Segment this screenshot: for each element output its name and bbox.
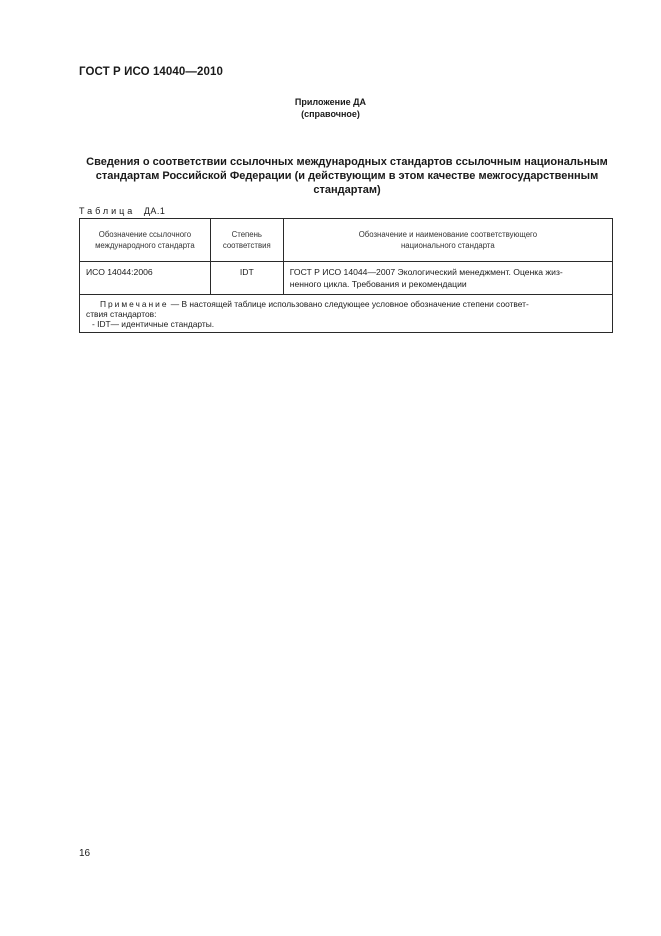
page-number: 16 bbox=[79, 848, 91, 859]
standards-table bbox=[79, 218, 613, 333]
document-code: ГОСТ Р ИСО 14040—2010 bbox=[79, 66, 224, 78]
annex-subtitle: (справочное) bbox=[301, 109, 360, 119]
table-note bbox=[80, 295, 613, 333]
note-dash: — bbox=[168, 299, 182, 309]
cell-intl-standard: ИСО 14044:2006 bbox=[80, 262, 211, 295]
section-title-line: стандартам) bbox=[313, 184, 381, 196]
note-item: - IDT— идентичные стандарты. bbox=[92, 319, 215, 329]
section-title-line: Сведения о соответствии ссылочных международных стандартов ссылочным национальным bbox=[86, 156, 608, 168]
note-text: В настоящей таблице использовано следующее условное обозначение степени соответ- bbox=[181, 299, 529, 309]
annex-title: Приложение ДА bbox=[294, 97, 367, 107]
table-caption-word: Таблица bbox=[79, 206, 136, 216]
table-caption bbox=[79, 206, 165, 216]
table-row bbox=[80, 262, 613, 295]
column-header-national-standard: Обозначение и наименование соответствующего национального стандарта bbox=[283, 219, 612, 262]
standards-table-container bbox=[79, 218, 613, 333]
cell-degree: IDT bbox=[210, 262, 283, 295]
section-title-line: стандартам Российской Федерации (и действующим в этом качестве межгосударственным bbox=[95, 170, 599, 182]
table-header-row bbox=[80, 219, 613, 262]
table-note-row bbox=[80, 295, 613, 333]
section-title bbox=[72, 155, 622, 197]
table-caption-number: ДА.1 bbox=[143, 206, 166, 216]
annex-heading bbox=[0, 96, 661, 120]
column-header-degree: Степень соответствия bbox=[210, 219, 283, 262]
note-label: Примечание bbox=[100, 299, 169, 309]
cell-national-standard: ГОСТ Р ИСО 14044—2007 Экологический менеджмент. Оценка жиз- ненного цикла. Требования и рекомендации bbox=[283, 262, 612, 295]
note-text-continued: ствия стандартов: bbox=[86, 309, 157, 319]
column-header-intl-standard: Обозначение ссылочного международного стандарта bbox=[80, 219, 211, 262]
